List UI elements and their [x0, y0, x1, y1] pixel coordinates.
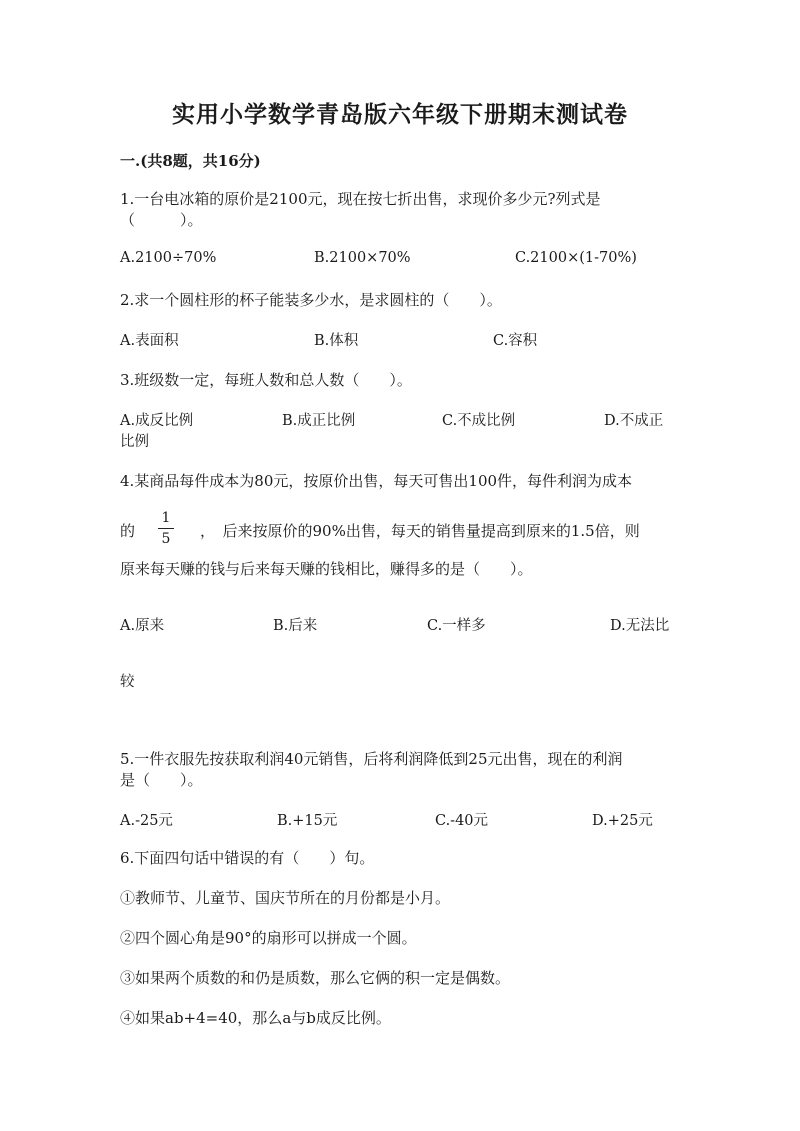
question-6-statement-2: ②四个圆心角是90°的扇形可以拼成一个圆。 — [120, 929, 417, 947]
question-6-text: 6.下面四句话中错误的有（ ）句。 — [120, 849, 375, 867]
question-2-option-a[interactable]: A.表面积 — [120, 333, 179, 349]
question-5-text: 5.一件衣服先按获取利润40元销售，后将利润降低到25元出售，现在的利润 — [120, 750, 623, 768]
question-4-text-cont: 原来每天赚的钱与后来每天赚的钱相比，赚得多的是（ ）。 — [120, 560, 533, 578]
question-6-statement-4: ④如果ab+4=40，那么a与b成反比例。 — [120, 1009, 391, 1027]
page-title: 实用小学数学青岛版六年级下册期末测试卷 — [172, 101, 628, 128]
question-1-option-c[interactable]: C.2100×(1-70%) — [515, 250, 637, 266]
question-4-option-a[interactable]: A.原来 — [120, 618, 165, 634]
question-2-option-c[interactable]: C.容积 — [493, 333, 538, 349]
question-6-statement-1: ①教师节、儿童节、国庆节所在的月份都是小月。 — [120, 889, 451, 907]
section-heading: 一.(共8题，共16分) — [120, 152, 261, 170]
question-4-text-pre: 的 — [120, 522, 136, 540]
question-3-option-c[interactable]: C.不成比例 — [442, 413, 516, 429]
question-2-text: 2.求一个圆柱形的杯子能装多少水，是求圆柱的（ ）。 — [120, 291, 502, 309]
question-4-option-d-cont: 较 — [120, 674, 135, 690]
question-1-option-a[interactable]: A.2100÷70% — [120, 250, 217, 266]
question-6-statement-3: ③如果两个质数的和仍是质数，那么它俩的积一定是偶数。 — [120, 969, 511, 987]
question-5-option-b[interactable]: B.+15元 — [277, 813, 338, 829]
question-3-option-b[interactable]: B.成正比例 — [282, 413, 356, 429]
question-5-option-a[interactable]: A.-25元 — [120, 813, 173, 829]
question-1-text-cont: （ ）。 — [120, 211, 203, 229]
question-4-option-c[interactable]: C.一样多 — [427, 618, 486, 634]
question-1-option-b[interactable]: B.2100×70% — [314, 250, 411, 266]
fraction-denominator: 5 — [161, 531, 171, 547]
question-4-option-d[interactable]: D.无法比 — [610, 618, 670, 634]
question-3-option-d[interactable]: D.不成正 — [604, 413, 664, 429]
question-5-option-c[interactable]: C.-40元 — [435, 813, 489, 829]
fraction-bar — [158, 528, 174, 529]
fraction-numerator: 1 — [161, 510, 171, 526]
question-4-option-b[interactable]: B.后来 — [273, 618, 318, 634]
question-3-text: 3.班级数一定，每班人数和总人数（ ）。 — [120, 371, 412, 389]
question-3-option-a[interactable]: A.成反比例 — [120, 413, 194, 429]
question-5-text-cont: 是（ ）。 — [120, 771, 203, 789]
question-4-text-post: ， 后来按原价的90%出售，每天的销售量提高到原来的1.5倍，则 — [200, 522, 640, 540]
question-2-option-b[interactable]: B.体积 — [314, 333, 359, 349]
question-4-text: 4.某商品每件成本为80元，按原价出售，每天可售出100件，每件利润为成本 — [120, 472, 633, 490]
question-1-text: 1.一台电冰箱的原价是2100元，现在按七折出售，求现价多少元?列式是 — [120, 190, 601, 208]
question-3-option-d-cont: 比例 — [120, 434, 149, 450]
fraction-one-fifth — [156, 510, 176, 547]
question-5-option-d[interactable]: D.+25元 — [592, 813, 653, 829]
